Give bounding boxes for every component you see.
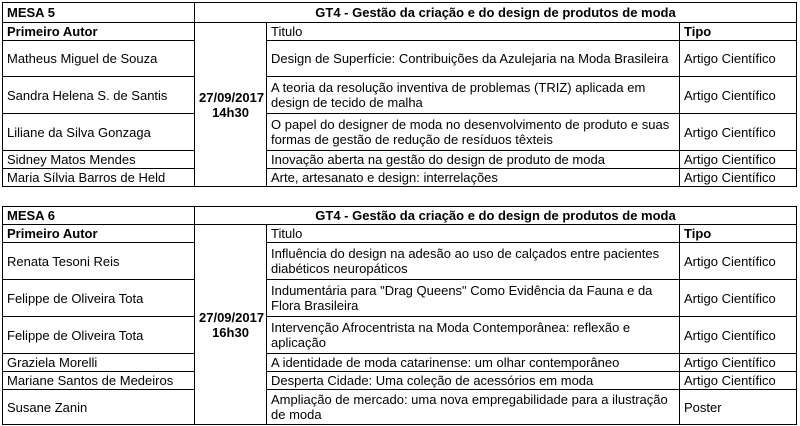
title-cell: Ampliação de mercado: uma nova empregabilidade para a ilustração de moda	[267, 390, 680, 425]
group-title: GT4 - Gestão da criação e do design de produtos de moda	[195, 3, 797, 23]
header-title: Titulo	[267, 225, 680, 243]
type-cell: Artigo Científico	[680, 114, 797, 151]
type-cell: Artigo Científico	[680, 317, 797, 354]
table-row	[3, 317, 797, 354]
title-cell: Intervenção Afrocentrista na Moda Contemporânea: reflexão e aplicação	[267, 317, 680, 354]
session-title-row	[3, 207, 797, 225]
title-cell: O papel do designer de moda no desenvolvimento de produto e suas formas de gestão de redução de resíduos têxteis	[267, 114, 680, 151]
session-date: 27/09/2017	[199, 309, 265, 325]
author-cell: Felippe de Oliveira Tota	[3, 317, 195, 354]
type-cell: Artigo Científico	[680, 77, 797, 114]
type-cell: Artigo Científico	[680, 372, 797, 390]
session-time: 16h30	[212, 324, 249, 340]
title-cell: Design de Superfície: Contribuições da Azulejaria na Moda Brasileira	[267, 41, 680, 77]
session-title-row	[3, 3, 797, 23]
type-cell: Artigo Científico	[680, 280, 797, 317]
table-row	[3, 372, 797, 390]
title-cell: A teoria da resolução inventiva de problemas (TRIZ) aplicada em design de tecido de malha	[267, 77, 680, 114]
type-cell: Artigo Científico	[680, 243, 797, 280]
author-cell: Susane Zanin	[3, 390, 195, 425]
header-author: Primeiro Autor	[3, 23, 195, 41]
table-row	[3, 354, 797, 372]
header-type: Tipo	[680, 23, 797, 41]
header-author: Primeiro Autor	[3, 225, 195, 243]
author-cell: Sidney Matos Mendes	[3, 151, 195, 169]
title-cell: Desperta Cidade: Uma coleção de acessórios em moda	[267, 372, 680, 390]
mesa-label: MESA 5	[3, 3, 195, 23]
table-row	[3, 280, 797, 317]
type-cell: Artigo Científico	[680, 151, 797, 169]
session-date: 27/09/2017	[199, 89, 265, 105]
table-row	[3, 114, 797, 151]
session-time: 14h30	[212, 104, 249, 120]
title-cell: A identidade de moda catarinense: um olhar contemporâneo	[267, 354, 680, 372]
type-cell: Artigo Científico	[680, 354, 797, 372]
title-cell: Inovação aberta na gestão do design de produto de moda	[267, 151, 680, 169]
session-table-mesa-5	[2, 2, 797, 187]
author-cell: Sandra Helena S. de Santis	[3, 77, 195, 114]
column-header-row	[3, 225, 797, 243]
author-cell: Felippe de Oliveira Tota	[3, 280, 195, 317]
author-cell: Mariane Santos de Medeiros	[3, 372, 195, 390]
title-cell: Indumentária para "Drag Queens" Como Evidência da Fauna e da Flora Brasileira	[267, 280, 680, 317]
header-type: Tipo	[680, 225, 797, 243]
author-cell: Graziela Morelli	[3, 354, 195, 372]
table-row	[3, 390, 797, 425]
session-datetime	[195, 23, 267, 187]
type-cell: Artigo Científico	[680, 169, 797, 187]
header-title: Titulo	[267, 23, 680, 41]
author-cell: Renata Tesoni Reis	[3, 243, 195, 280]
mesa-label: MESA 6	[3, 207, 195, 225]
table-row	[3, 151, 797, 169]
table-row	[3, 169, 797, 187]
column-header-row	[3, 23, 797, 41]
title-cell: Influência do design na adesão ao uso de calçados entre pacientes diabéticos neuropáticos	[267, 243, 680, 280]
session-datetime	[195, 225, 267, 425]
table-row	[3, 243, 797, 280]
table-row	[3, 41, 797, 77]
session-table-mesa-6	[2, 206, 797, 425]
type-cell: Artigo Científico	[680, 41, 797, 77]
author-cell: Matheus Miguel de Souza	[3, 41, 195, 77]
author-cell: Maria Sílvia Barros de Held	[3, 169, 195, 187]
type-cell: Poster	[680, 390, 797, 425]
table-row	[3, 77, 797, 114]
group-title: GT4 - Gestão da criação e do design de produtos de moda	[195, 207, 797, 225]
author-cell: Liliane da Silva Gonzaga	[3, 114, 195, 151]
title-cell: Arte, artesanato e design: interrelações	[267, 169, 680, 187]
